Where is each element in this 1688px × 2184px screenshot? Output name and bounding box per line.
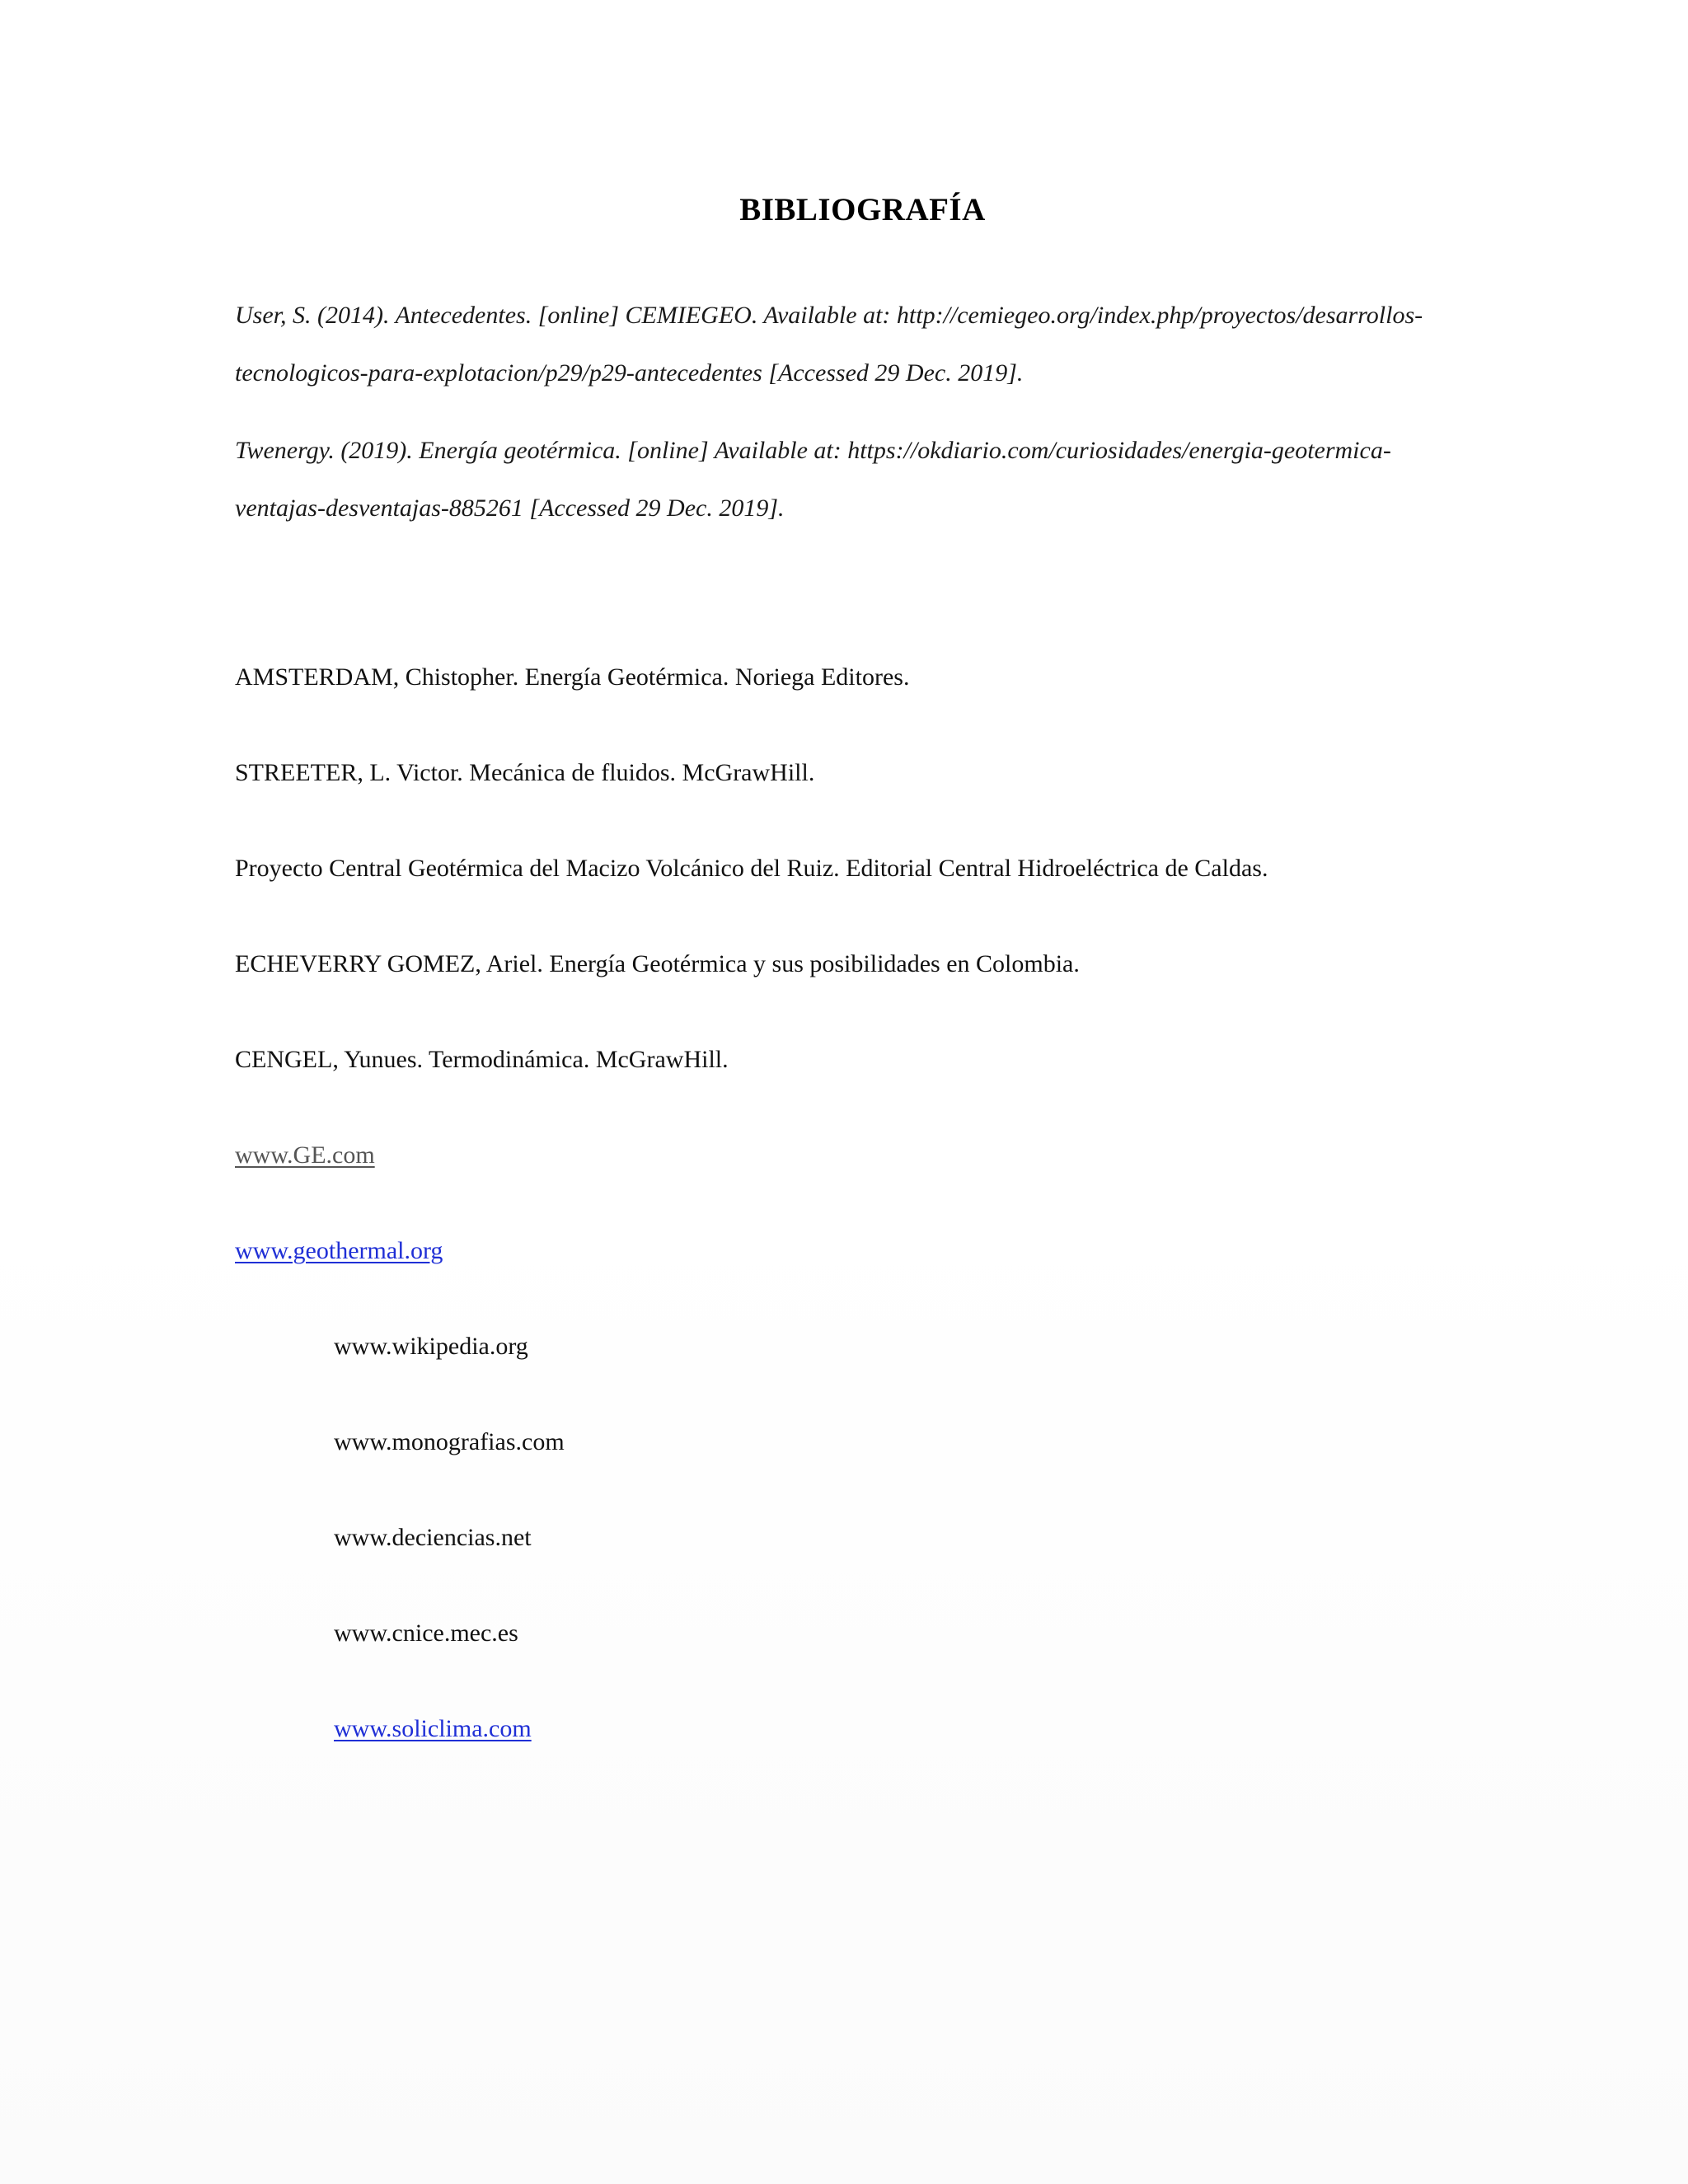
reference-line: tecnologicos-para-explotacion/p29/p29-antecedentes [Accessed 29 Dec. 2019].: [235, 359, 1024, 387]
reference-book-1: AMSTERDAM, Chistopher. Energía Geotérmica. Noriega Editores.: [235, 663, 910, 691]
site-monografias: www.monografias.com: [334, 1428, 565, 1455]
ge-link[interactable]: www.GE.com: [235, 1141, 375, 1169]
reference-book-2: STREETER, L. Victor. Mecánica de fluidos. McGrawHill.: [235, 759, 815, 786]
site-deciencias: www.deciencias.net: [334, 1524, 532, 1551]
geothermal-link[interactable]: www.geothermal.org: [235, 1237, 443, 1264]
web-link-item: [334, 1713, 532, 1746]
web-link-item: [235, 1139, 375, 1172]
reference-line: ventajas-desventajas-885261 [Accessed 29 Dec. 2019].: [235, 494, 785, 522]
reference-online-1: [235, 287, 1471, 402]
reference-line: Twenergy. (2019). Energía geotérmica. [online] Available at: https://okdiario.com/curiosidades/energia-geotermica-: [235, 437, 1391, 464]
page-title: BIBLIOGRAFÍA: [739, 192, 986, 227]
reference-online-2: [235, 422, 1471, 537]
soliclima-link[interactable]: www.soliclima.com: [334, 1715, 532, 1742]
reference-book-3: Proyecto Central Geotérmica del Macizo Volcánico del Ruiz. Editorial Central Hidroeléctrica de Caldas.: [235, 855, 1268, 882]
reference-line: User, S. (2014). Antecedentes. [online] CEMIEGEO. Available at: http://cemiegeo.org/index.php/proyectos/desarrollos-: [235, 302, 1423, 329]
reference-book-4: ECHEVERRY GOMEZ, Ariel. Energía Geotérmica y sus posibilidades en Colombia.: [235, 950, 1080, 977]
reference-book-5: CENGEL, Yunues. Termodinámica. McGrawHill.: [235, 1046, 729, 1073]
web-link-item: [235, 1235, 443, 1268]
site-wikipedia: www.wikipedia.org: [334, 1333, 528, 1360]
site-cnice: www.cnice.mec.es: [334, 1619, 518, 1647]
